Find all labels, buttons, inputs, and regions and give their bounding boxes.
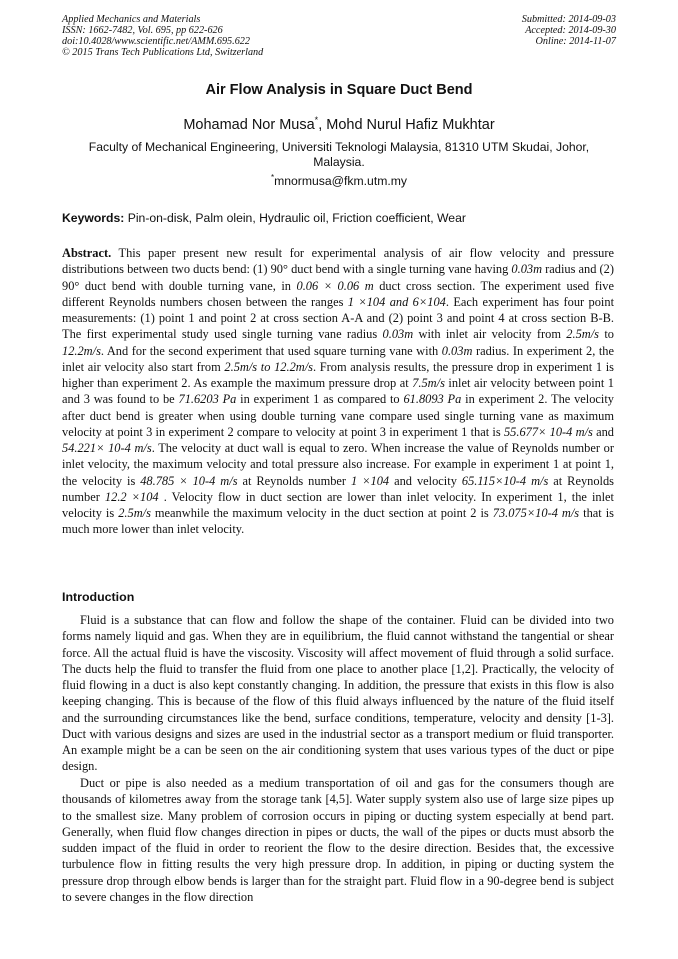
date-online: Online: 2014-11-07 bbox=[535, 36, 616, 47]
abstract-italic-term: 0.03m bbox=[511, 262, 543, 277]
intro-paragraph-2: Duct or pipe is also needed as a medium transportation of oil and gas for the consumers though are thousands of kilometres away from the storage tank [4,5]. Water supply system also use of large size pipes up to the smallest size. Many problem of corrosion occurs in piping or ducting system especially at bend part. Generally, when fluid flow changes direction in pipes or ducts, the wall of the pipes or ducts must absorb the sudden impact of the fluid in order to reorient the flow to the desire direction. Besides that, the excessive turbulence flow in fitting results the very high pressure drop. In addition, in piping or ducting system the pressure drop through elbow bends is larger than for the straight part. Fluid flow in a 90-degree bend is subject to severe changes in the flow direction bbox=[62, 776, 614, 904]
abstract-text: radius and (2) 90° duct bend with double turning vane, in bbox=[62, 262, 614, 293]
journal-name: Applied Mechanics and Materials bbox=[62, 14, 201, 25]
journal-issn: ISSN: 1662-7482, Vol. 695, pp 622-626 bbox=[62, 25, 223, 36]
abstract-text: and velocity bbox=[389, 473, 462, 488]
abstract-italic-term: 71.6203 Pa bbox=[178, 392, 237, 407]
abstract-body bbox=[62, 246, 614, 536]
intro-paragraph-1: Fluid is a substance that can flow and follow the shape of the container. Fluid can be divided into two forms namely liquid and gas. When they are in equilibrium, the fluid cannot withstand the tangential or shear force. All the actual fluid is have the viscosity. Viscosity will affect movement of fluid through a solid surface. The ducts help the fluid to transfer the fluid from one place to another place [1,2]. Practically, the velocity of fluid flowing in a duct is also kept constantly changing. In addition, the pressure that exists in this flow is also keeping changing. This is because of the flow of this fluid always influenced by the nature of the fluid itself and the surrounding circumstances like the bend, surface conditions, temperature, velocity and density [1-3]. Duct with various designs and sizes are used in the industrial sector as a transport medium or fluid transporter. An example might be a can be seen on the air conditioning system that uses various types of the duct or pipe design. bbox=[62, 613, 614, 774]
abstract-italic-term: 7.5m/s bbox=[412, 376, 445, 390]
abstract-italic-term: 1 ×104 and 6×104 bbox=[347, 294, 446, 309]
abstract-italic-term: 2.5m/s bbox=[118, 506, 151, 520]
abstract-text: and bbox=[592, 424, 614, 439]
abstract-italic-term: 12.2 ×104 bbox=[104, 489, 159, 504]
author-list bbox=[0, 115, 678, 133]
keywords-text: Pin-on-disk, Palm olein, Hydraulic oil, Friction coefficient, Wear bbox=[124, 211, 466, 225]
abstract-italic-term: 65.115×10-4 m/s bbox=[461, 473, 549, 488]
abstract-italic-term: 0.06 × 0.06 m bbox=[296, 278, 374, 293]
corresponding-marker: * bbox=[314, 115, 319, 125]
abstract-italic-term: 73.075×10-4 m/s bbox=[492, 506, 580, 520]
keywords bbox=[62, 211, 617, 225]
keywords-label: Keywords: bbox=[62, 211, 125, 225]
abstract-italic-term: 61.8093 Pa bbox=[403, 392, 462, 407]
abstract-text: inlet air velocity between point 1 and 3 was found to be bbox=[62, 376, 614, 407]
abstract-italic-term: 2.5m/s bbox=[566, 327, 599, 342]
abstract-italic-term: 12.2m/s bbox=[62, 343, 101, 358]
date-submitted: Submitted: 2014-09-03 bbox=[521, 14, 616, 25]
author-first: Mohamad Nor Musa bbox=[183, 116, 315, 133]
abstract-text: . Velocity flow in duct section are lower than inlet velocity. In experiment 1, the inlet velocity is bbox=[62, 489, 614, 520]
abstract-italic-term: 48.785 × 10-4 m/s bbox=[140, 473, 238, 488]
abstract-italic-term: 54.221× 10-4 m/s bbox=[62, 441, 152, 455]
email-address: mnormusa@fkm.utm.my bbox=[274, 174, 408, 189]
abstract-text: . From analysis results, the pressure drop in experiment 1 is higher than experiment 2. As example the maximum pressure drop at bbox=[62, 359, 614, 390]
abstract-text: . And for the second experiment that used square turning vane with bbox=[100, 343, 442, 358]
abstract-italic-term: 0.03m bbox=[382, 327, 414, 342]
abstract-text: meanwhile the maximum velocity in the duct section at point 2 is bbox=[150, 506, 493, 520]
abstract bbox=[62, 245, 614, 538]
publication-dates bbox=[522, 14, 616, 47]
abstract-text: with inlet air velocity from bbox=[413, 327, 567, 342]
paper-title: Air Flow Analysis in Square Duct Bend bbox=[205, 82, 473, 98]
abstract-label: Abstract. bbox=[62, 246, 112, 260]
abstract-text: at Reynolds number bbox=[237, 473, 352, 488]
abstract-text: This paper present new result for experimental analysis of air flow velocity and pressure distributions between two ducts bend: (1) 90° duct bend with a single turning vane having bbox=[62, 246, 614, 277]
abstract-text: in experiment 1 as compared to bbox=[236, 392, 404, 407]
journal-doi: doi:10.4028/www.scientific.net/AMM.695.622 bbox=[62, 36, 250, 47]
abstract-text: . The velocity at duct wall is equal to zero. When increase the value of Reynolds number or inlet velocity, the maximum velocity and total pressure also increase. For example in experiment 1 at point 1, the velocity is bbox=[62, 441, 614, 488]
abstract-italic-term: 55.677× 10-4 m/s bbox=[503, 424, 593, 439]
abstract-text: duct cross section. The experiment used five different Reynolds numbers chosen between the ranges bbox=[62, 278, 614, 309]
abstract-italic-term: 0.03m bbox=[441, 343, 473, 358]
abstract-italic-term: 2.5m/s to 12.2m/s bbox=[224, 359, 313, 374]
email-marker: * bbox=[270, 173, 275, 182]
abstract-text: that is much more lower than inlet velocity. bbox=[62, 506, 614, 537]
abstract-italic-term: 1 ×104 bbox=[351, 473, 390, 488]
abstract-text: at Reynolds number bbox=[62, 473, 614, 504]
affiliation: Faculty of Mechanical Engineering, Universiti Teknologi Malaysia, 81310 UTM Skudai, Johor, Malaysia. bbox=[88, 140, 590, 169]
journal-info bbox=[62, 14, 263, 58]
author-rest: , Mohd Nurul Hafiz Mukhtar bbox=[318, 116, 495, 133]
abstract-text: to bbox=[599, 327, 614, 342]
abstract-text: . Each experiment has four point measurements: (1) point 1 and point 2 at cross section A-A and (2) point 3 and point 4 at cross section B-B. The first experimental study used single turning vane radius bbox=[62, 294, 615, 342]
date-accepted: Accepted: 2014-09-30 bbox=[525, 25, 616, 36]
author-email bbox=[0, 173, 678, 188]
section-heading-introduction: Introduction bbox=[62, 590, 135, 604]
abstract-text: radius. In experiment 2, the inlet air velocity also start from bbox=[62, 343, 614, 374]
journal-copyright: © 2015 Trans Tech Publications Ltd, Switzerland bbox=[62, 47, 264, 58]
abstract-text: in experiment 2. The velocity after duct bend is greater when using double turning vane compare used single turning vane as maximum velocity at point 3 in experiment 2 compare to velocity at point 3 in experiment 1 that is bbox=[62, 392, 615, 439]
